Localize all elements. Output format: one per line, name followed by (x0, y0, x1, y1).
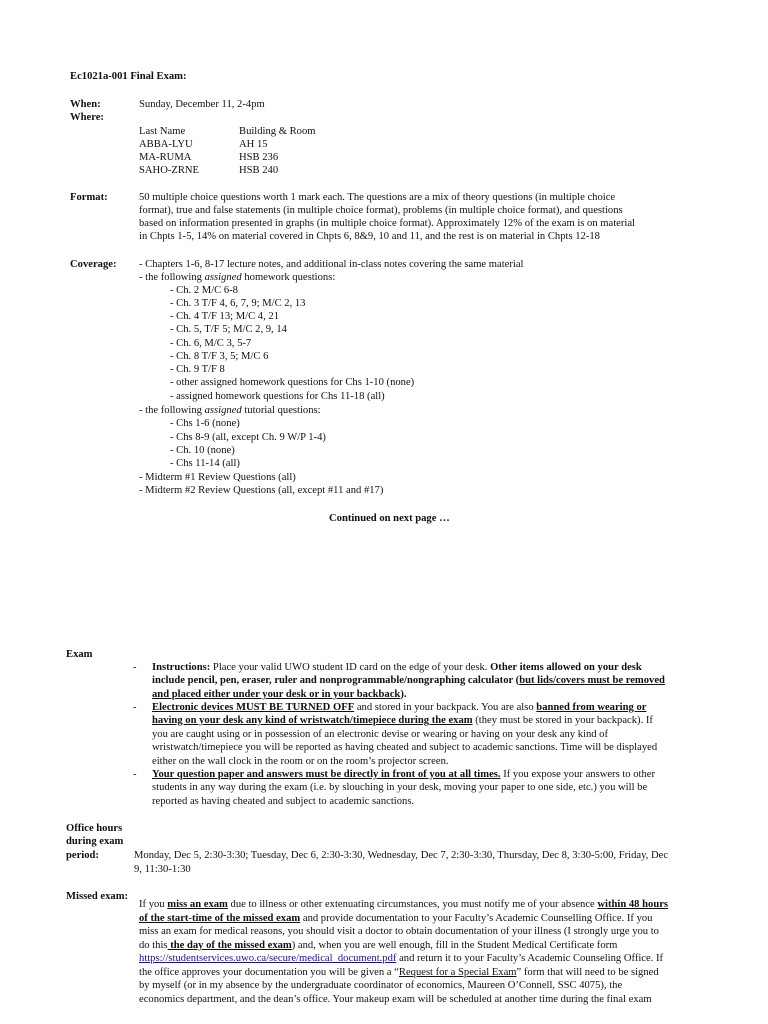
coverage-subitem: - assigned homework questions for Chs 11-18 (all) (170, 391, 385, 402)
missed-exam-line: the office approves your documentation you will be given a “Request for a Special Exam” form that will need to be signed (139, 967, 659, 978)
office-hours-label: during exam (66, 836, 124, 847)
office-hours-line: 9, 11:30-1:30 (134, 864, 191, 875)
coverage-line: - the following assigned homework questions: (139, 272, 336, 283)
missed-exam-label: Missed exam: (66, 891, 129, 902)
missed-exam-line: If you miss an exam due to illness or other extenuating circumstances, you must notify me of your absence within 48 hours (139, 899, 669, 910)
coverage-subitem: - Ch. 3 T/F 4, 6, 7, 9; M/C 2, 13 (170, 298, 306, 309)
missed-exam-line: do this the day of the missed exam) and, when you are well enough, fill in the Student Medical Certificate form (139, 940, 618, 951)
missed-exam-line: economics department, and the dean’s office. Your makeup exam will be scheduled at another time during the final exam (139, 994, 652, 1005)
medical-certificate-link[interactable]: https://studentservices.uwo.ca/secure/medical_document.pdf (139, 953, 397, 964)
room-row-building: AH 15 (239, 139, 268, 150)
room-header-building: Building & Room (239, 126, 316, 137)
office-hours-line: Monday, Dec 5, 2:30-3:30; Tuesday, Dec 6, 2:30-3:30, Wednesday, Dec 7, 2:30-3:30, Thursday, Dec 8, 3:30-5:00, Friday, Dec (134, 850, 669, 861)
room-header-name: Last Name (139, 126, 186, 137)
coverage-subitem: - Chs 11-14 (all) (170, 458, 240, 469)
office-hours-label: period: (66, 850, 99, 861)
missed-exam-line: https://studentservices.uwo.ca/secure/medical_document.pdf and return it to your Faculty’s Academic Counseling Office. If (139, 953, 664, 964)
coverage-subitem: - Ch. 2 M/C 6-8 (170, 285, 238, 296)
instruction-line: reported as having cheated and subject to academic sanctions. (152, 796, 415, 807)
missed-exam-line: by myself (or in my absence by the undergraduate coordinator of economics, Maureen O’Connell, SSC 4075), the (139, 980, 623, 991)
page-title: Ec1021a-001 Final Exam: (70, 71, 187, 82)
bullet-dash: - (133, 769, 137, 780)
coverage-subitem: - Ch. 8 T/F 3, 5; M/C 6 (170, 351, 269, 362)
coverage-line: - Midterm #2 Review Questions (all, except #11 and #17) (139, 485, 384, 496)
instruction-line: either on the wall clock in the room or on the room’s projector screen. (152, 756, 449, 767)
where-label: Where: (70, 112, 104, 123)
bullet-dash: - (133, 702, 137, 713)
coverage-subitem: - Ch. 4 T/F 13; M/C 4, 21 (170, 311, 279, 322)
room-row-name: ABBA-LYU (139, 139, 193, 150)
room-row-name: MA-RUMA (139, 152, 192, 163)
exam-label: Exam (66, 649, 93, 660)
coverage-subitem: - Ch. 5, T/F 5; M/C 2, 9, 14 (170, 324, 287, 335)
missed-exam-line: miss an exam for medical reasons, you should visit a doctor to obtain documentation of your illness (I strongly urge you to (139, 926, 659, 937)
format-line: based on information presented in graphs (in multiple choice format). Approximately 12% of the exam is on material (139, 218, 636, 229)
coverage-subitem: - Ch. 9 T/F 8 (170, 364, 225, 375)
room-row-name: SAHO-ZRNE (139, 165, 200, 176)
office-hours-label: Office hours (66, 823, 123, 834)
instruction-line: Your question paper and answers must be directly in front of you at all times. If you expose your answers to other (152, 769, 655, 780)
when-value: Sunday, December 11, 2-4pm (139, 99, 265, 110)
coverage-line: - Chapters 1-6, 8-17 lecture notes, and additional in-class notes covering the same material (139, 259, 524, 270)
room-row-building: HSB 240 (239, 165, 279, 176)
instruction-line: students in any way during the exam (i.e. by slouching in your desk, moving your paper to one side, etc.) you will be (152, 782, 648, 793)
format-label: Format: (70, 192, 108, 203)
coverage-subitem: - other assigned homework questions for Chs 1-10 (none) (170, 377, 415, 388)
instruction-line: you are caught using or in possession of an electronic devise or wearing or having on your desk any kind of (152, 729, 609, 740)
instruction-line: include pencil, pen, eraser, ruler and nonprogrammable/nongraphing calculator (but lids/covers must be removed (152, 675, 665, 686)
coverage-label: Coverage: (70, 259, 117, 270)
instruction-line: wristwatch/timepiece you will be reported as having cheated and subject to academic sanctions. Time will be displayed (152, 742, 658, 753)
instruction-line: Electronic devices MUST BE TURNED OFF and stored in your backpack. You are also banned from wearing or (152, 702, 647, 713)
coverage-subitem: - Ch. 10 (none) (170, 445, 235, 456)
instruction-line: and placed either under your desk or in your backback). (152, 689, 407, 700)
instruction-line: having on your desk any kind of wristwatch/timepiece during the exam (they must be stored in your backpack). If (152, 715, 653, 726)
bullet-dash: - (133, 662, 137, 673)
room-row-building: HSB 236 (239, 152, 279, 163)
format-line: 50 multiple choice questions worth 1 mark each. The questions are a mix of theory questions (in multiple choice (139, 192, 616, 203)
format-line: format), true and false statements (in multiple choice format), problems (in multiple choice format), and questions (139, 205, 623, 216)
coverage-line: - the following assigned tutorial questions: (139, 405, 321, 416)
continued-note: Continued on next page … (329, 513, 450, 524)
coverage-line: - Midterm #1 Review Questions (all) (139, 472, 296, 483)
coverage-subitem: - Chs 1-6 (none) (170, 418, 240, 429)
missed-exam-line: of the start-time of the missed exam and provide documentation to your Faculty’s Academic Counselling Office. If you (139, 913, 653, 924)
when-label: When: (70, 99, 101, 110)
format-line: in Chpts 1-5, 14% on material covered in Chpts 6, 8&9, 10 and 11, and the rest is on material in Chpts 12-18 (139, 231, 600, 242)
coverage-subitem: - Ch. 6, M/C 3, 5-7 (170, 338, 252, 349)
coverage-subitem: - Chs 8-9 (all, except Ch. 9 W/P 1-4) (170, 432, 326, 443)
instruction-line: Instructions: Place your valid UWO student ID card on the edge of your desk. Other items allowed on your desk (152, 662, 642, 673)
